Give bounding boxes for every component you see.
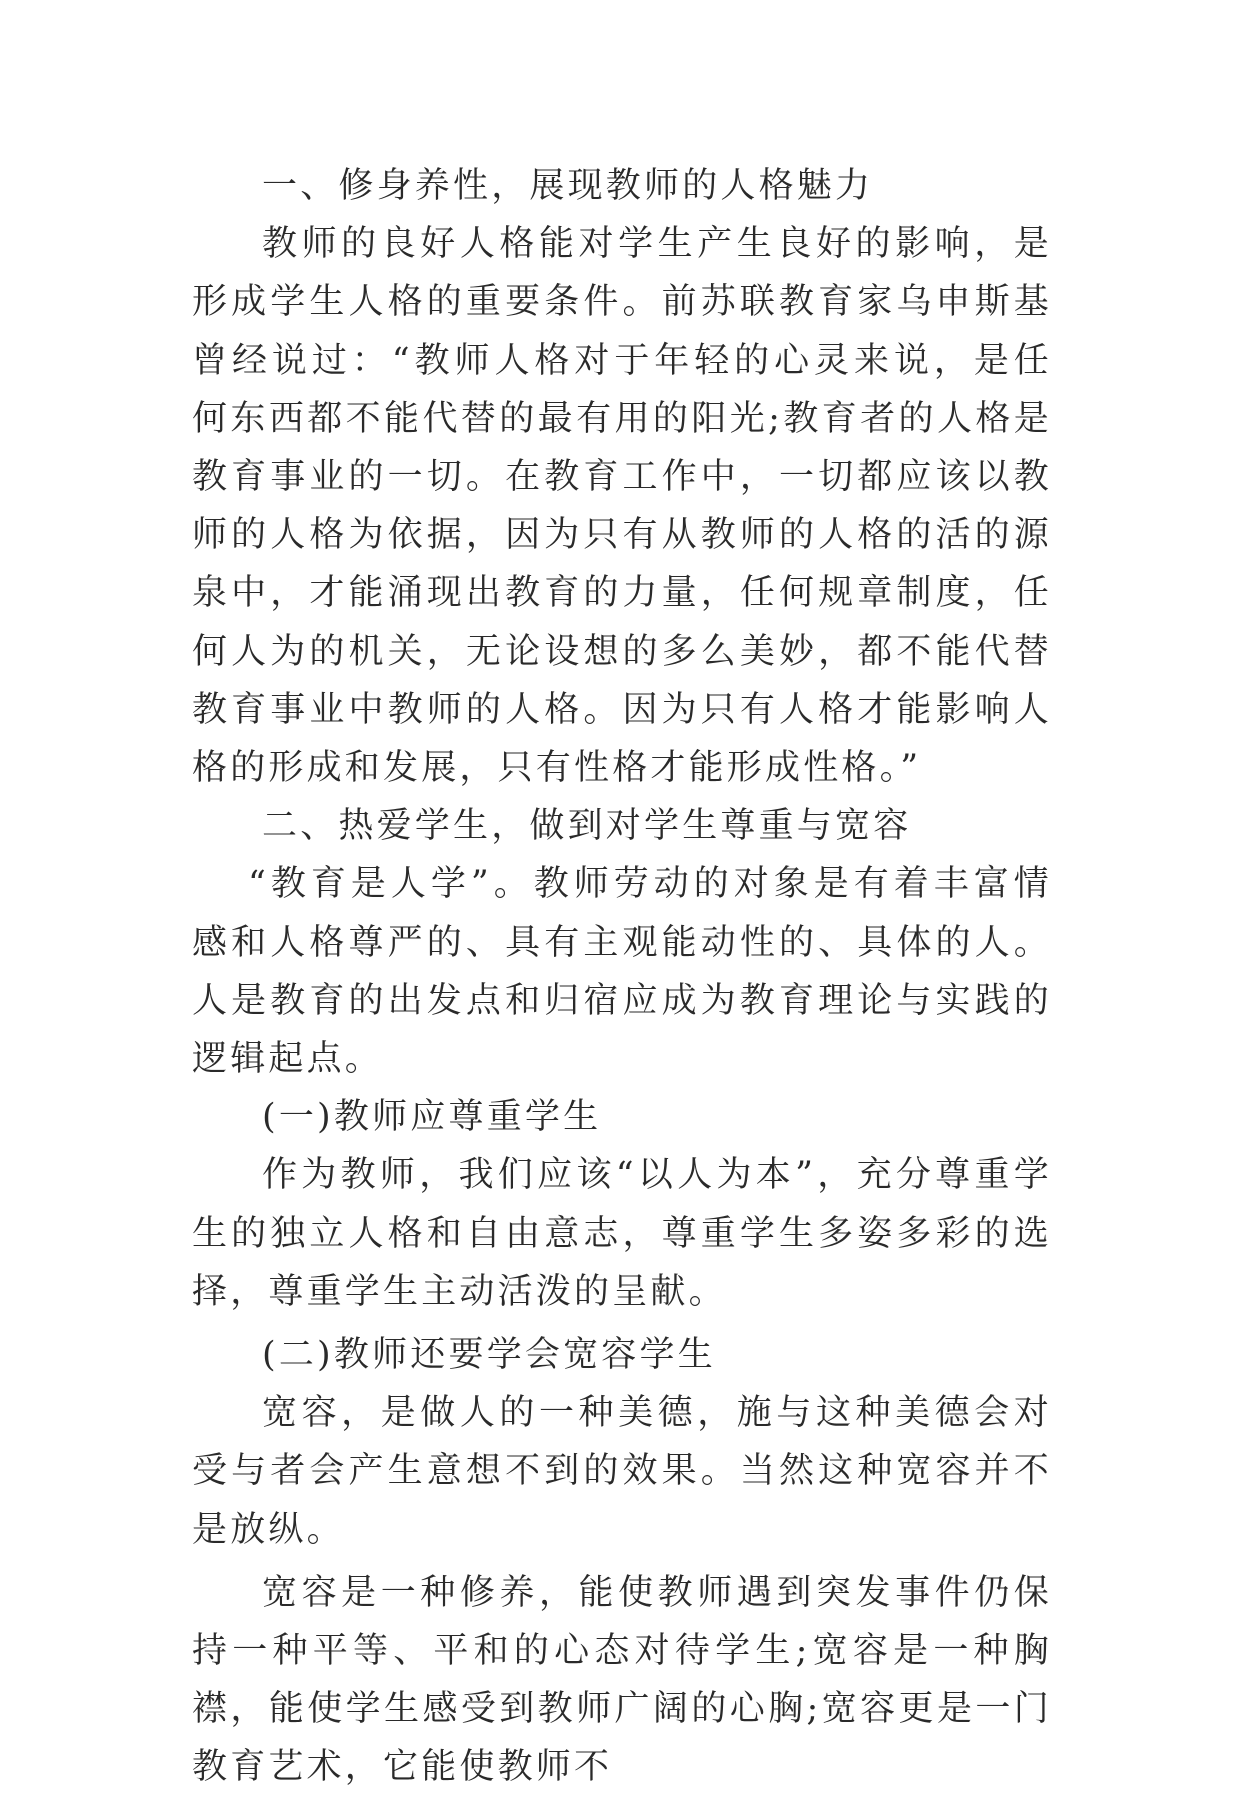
paragraph-education-is-humanity: “教育是人学”。教师劳动的对象是有着丰富情感和人格尊严的、具有主观能动性的、具体的人。人是教育的出发点和归宿应成为教育理论与实践的逻辑起点。 [192, 864, 1052, 1080]
subsection-heading-2: (二)教师还要学会宽容学生 [262, 1335, 716, 1376]
section-heading-1: 一、修身养性，展现教师的人格魅力 [262, 166, 874, 206]
paragraph-tolerance-cultivation: 宽容是一种修养，能使教师遇到突发事件仍保持一种平等、平和的心态对待学生;宽容是一种胸襟，能使学生感受到教师广阔的心胸;宽容更是一门教育艺术，它能使教师不 [192, 1572, 1052, 1788]
document-body [192, 157, 1052, 1797]
paragraph-teacher-personality: 教师的良好人格能对学生产生良好的影响，是形成学生人格的重要条件。前苏联教育家乌申斯基曾经说过：“教师人格对于年轻的心灵来说，是任何东西都不能代替的最有用的阳光;教育者的人格是教育事业的一切。在教育工作中，一切都应该以教师的人格为依据，因为只有从教师的人格的活的源泉中，才能涌现出教育的力量，任何规章制度，任何人为的机关，无论设想的多么美妙，都不能代替教育事业中教师的人格。因为只有人格才能影响人格的形成和发展，只有性格才能形成性格。” [192, 224, 1052, 789]
paragraph-respect-students: 作为教师，我们应该“以人为本”，充分尊重学生的独立人格和自由意志，尊重学生多姿多彩的选择，尊重学生主动活泼的呈献。 [192, 1155, 1052, 1312]
paragraph-tolerance-virtue: 宽容，是做人的一种美德，施与这种美德会对受与者会产生意想不到的效果。当然这种宽容并不是放纵。 [192, 1393, 1052, 1550]
section-heading-2: 二、热爱学生，做到对学生尊重与宽容 [262, 806, 912, 847]
subsection-heading-1: (一)教师应尊重学生 [262, 1097, 602, 1138]
